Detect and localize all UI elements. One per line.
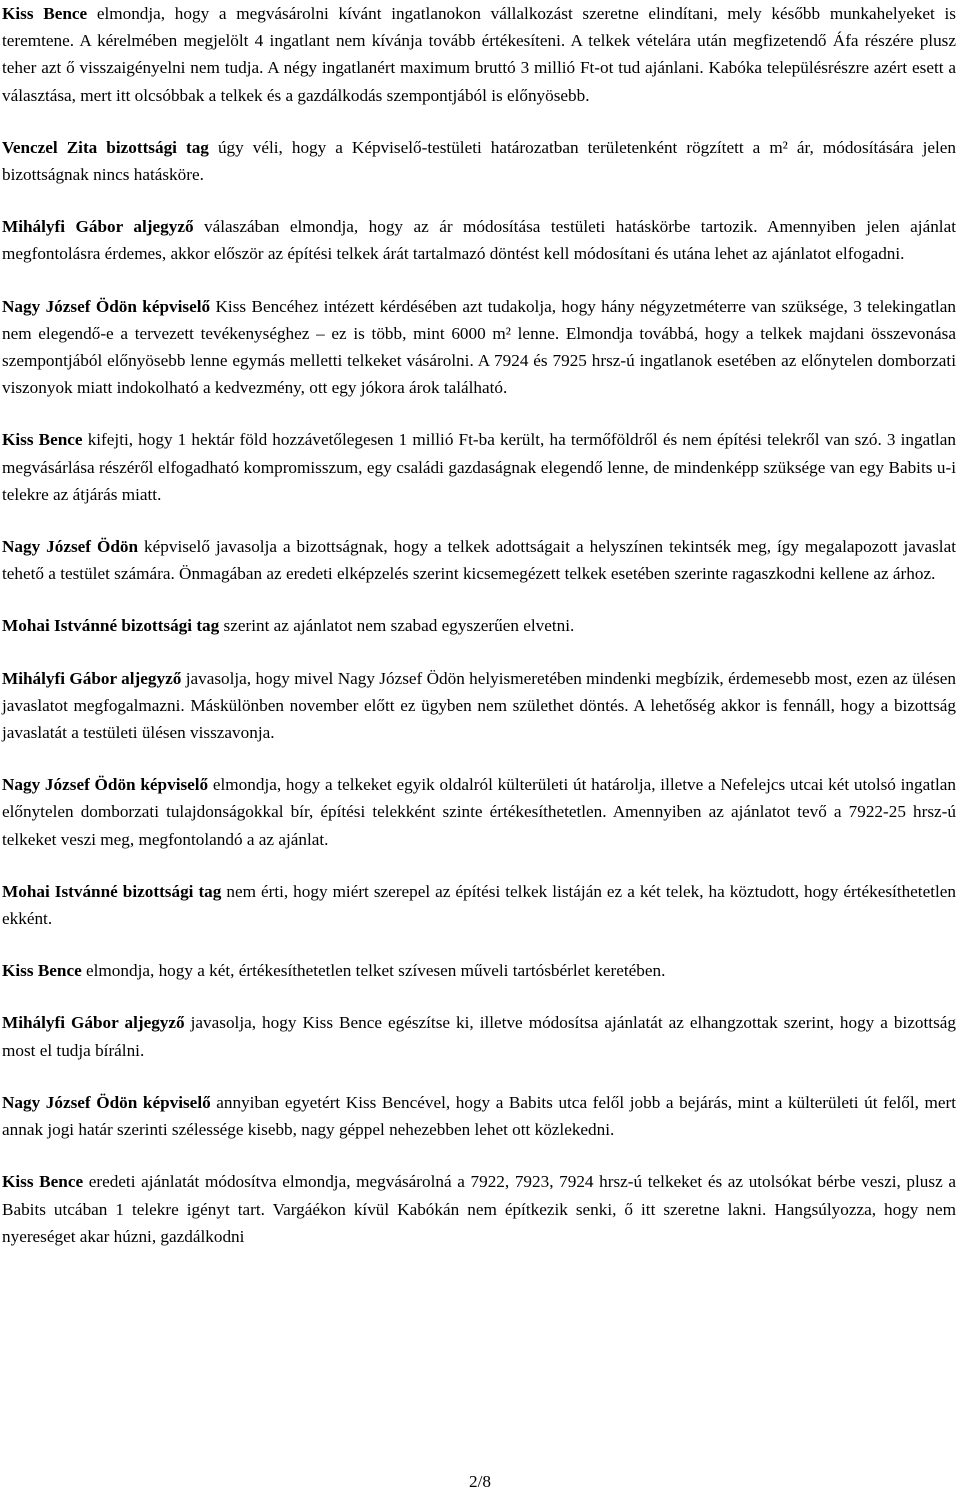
paragraph-text: képviselő javasolja a bizottságnak, hogy a telkek adottságait a helyszínen tekintsék meg, így megalapozott javaslat tehető a testület számára. Önmagában az eredeti elképzelés szerint kicsemegézett telkek esetében szerinte ragaszkodni kellene az árhoz. — [2, 537, 956, 584]
paragraph-text: javasolja, hogy Kiss Bence egészítse ki, illetve módosítsa ajánlatát az elhangzottak szerint, hogy a bizottság most el tudja bírálni. — [2, 1013, 956, 1060]
paragraph-6 — [2, 612, 956, 639]
speaker-name: Venczel Zita bizottsági tag — [2, 137, 209, 157]
paragraph-text: annyiban egyetért Kiss Bencével, hogy a Babits utca felől jobb a bejárás, mint a külterületi út felől, mert annak jogi határ szerinti szélessége kisebb, nagy géppel nehezebben lehet ott közlekedni. — [2, 1092, 956, 1140]
paragraph-text: javasolja, hogy mivel Nagy József Ödön helyismeretében mindenki megbízik, érdemesebb most, ezen az ülésen javaslatot megfogalmazni. Máskülönben november előtt ez ügyben nem születhet döntés. A lehetőség akkor is fennáll, hogy a bizottság javaslatát a testületi ülésen visszavonja. — [2, 668, 956, 743]
speaker-name: Nagy József Ödön képviselő — [2, 775, 209, 795]
page-number: 2/8 — [469, 1472, 491, 1491]
paragraph-7 — [2, 665, 956, 747]
speaker-name: Nagy József Ödön képviselő — [2, 296, 211, 316]
paragraph-text: nem érti, hogy miért szerepel az építési telkek listáján ez a két telek, ha köztudott, hogy értékesíthetetlen ekként. — [2, 881, 956, 929]
paragraph-2 — [2, 213, 956, 267]
paragraph-1 — [2, 134, 956, 188]
paragraph-text: elmondja, hogy a megvásárolni kívánt ingatlanokon vállalkozást szeretne elindítani, mely később munkahelyeket is teremtene. A kérelmében megjelölt 4 ingatlant nem kívánja tovább értékesíteni. A telkek vételára után megfizetendő Áfa részére plusz teher azt ő visszaigényelni nem tudja. A négy ingatlanért maximum bruttó 3 millió Ft-ot tud ajánlani. Kabóka településrészre azért esett a választása, mert itt olcsóbbak a telkek és a gazdálkodás szempontjából is előnyösebb. — [2, 4, 956, 105]
speaker-name: Kiss Bence — [2, 961, 82, 981]
speaker-name: Nagy József Ödön képviselő — [2, 1092, 211, 1112]
paragraph-text: kifejti, hogy 1 hektár föld hozzávetőlegesen 1 millió Ft-ba került, ha termőföldről és nem építési telekről van szó. 3 ingatlan megvásárlása részéről elfogadható kompromisszum, egy családi gazdaságnak elegendő lenne, de mindenképp szüksége van egy Babits u-i telekre az átjárás miatt. — [2, 430, 956, 504]
paragraph-13 — [2, 1168, 956, 1250]
speaker-name: Mohai Istvánné bizottsági tag — [2, 616, 220, 636]
speaker-name: Mihályfi Gábor aljegyző — [2, 668, 182, 688]
paragraph-10 — [2, 957, 956, 984]
paragraph-12 — [2, 1089, 956, 1143]
paragraph-text: elmondja, hogy a telkeket egyik oldalról külterületi út határolja, illetve a Nefelejcs utcai két utolsó ingatlan előnytelen domborzati tulajdonságokkal bír, építési telekként szinte értékesíthetetlen. Amennyiben az ajánlatot tevő a 7922-25 hrsz-ú telkeket veszi meg, megfontolandó a az ajánlat. — [2, 775, 956, 849]
paragraph-text: Kiss Bencéhez intézett kérdésében azt tudakolja, hogy hány négyzetméterre van szüksége, 3 telekingatlan nem elegendő-e a tervezett tevékenységhez – ez is több, mint 6000 m² lenne. Elmondja továbbá, hogy a telkek majdani összevonása szempontjából előnyösebb lenne egymás melletti telkeket vásárolni. A 7924 és 7925 hrsz-ú ingatlanok esetében az előnytelen domborzati viszonyok miatt indokolható a kedvezmény, ott egy jókora árok található. — [2, 296, 956, 398]
paragraph-9 — [2, 878, 956, 932]
speaker-name: Mohai Istvánné bizottsági tag — [2, 881, 222, 901]
speaker-name: Nagy József Ödön — [2, 537, 139, 557]
paragraph-text: elmondja, hogy a két, értékesíthetetlen telket szívesen műveli tartósbérlet keretében. — [81, 961, 666, 981]
paragraph-text: szerint az ajánlatot nem szabad egyszerűen elvetni. — [219, 616, 575, 636]
paragraph-5 — [2, 533, 956, 587]
paragraph-8 — [2, 771, 956, 853]
paragraph-4 — [2, 426, 956, 508]
speaker-name: Kiss Bence — [2, 1172, 84, 1192]
paragraph-text: úgy véli, hogy a Képviselő-testületi határozatban területenként rögzített a m² ár, módosítására jelen bizottságnak nincs hatásköre. — [2, 137, 956, 185]
paragraph-text: válaszában elmondja, hogy az ár módosítása testületi hatáskörbe tartozik. Amennyiben jelen ajánlat megfontolásra érdemes, akkor először az építési telkek árát tartalmazó döntést kell módosítani és utána lehet az ajánlatot elfogadni. — [2, 217, 956, 264]
document-body — [2, 0, 956, 1250]
speaker-name: Kiss Bence — [2, 430, 83, 450]
speaker-name: Mihályfi Gábor aljegyző — [2, 1013, 185, 1033]
paragraph-text: eredeti ajánlatát módosítva elmondja, megvásárolná a 7922, 7923, 7924 hrsz-ú telkeket és az utolsókat bérbe veszi, plusz a Babits utcában 1 telekre igényt tart. Vargáékon kívül Kabókán nem építkezik senki, ő itt szeretne lakni. Hangsúlyozza, hogy nem nyereséget akar húzni, gazdálkodni — [2, 1172, 956, 1246]
paragraph-3 — [2, 293, 956, 402]
paragraph-11 — [2, 1009, 956, 1063]
paragraph-0 — [2, 0, 956, 109]
speaker-name: Kiss Bence — [2, 4, 88, 23]
speaker-name: Mihályfi Gábor aljegyző — [2, 217, 194, 237]
